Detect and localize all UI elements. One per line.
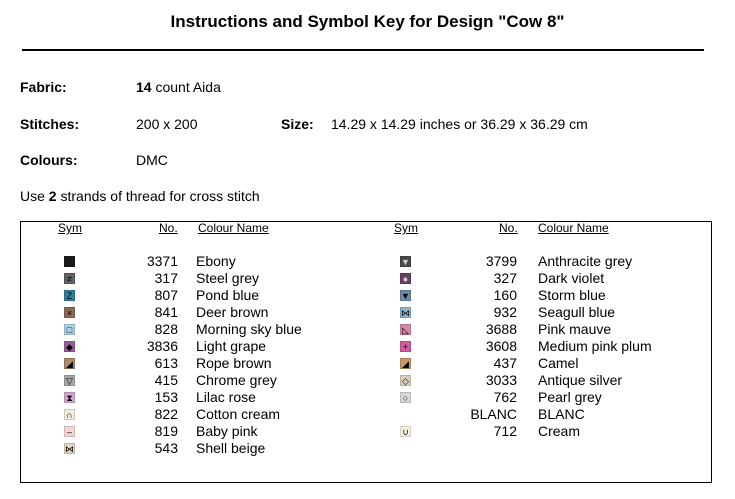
header-sym-right: Sym bbox=[394, 221, 418, 235]
stitches-label: Stitches: bbox=[20, 116, 80, 132]
symbol-swatch: ∪ bbox=[400, 426, 411, 437]
header-sym-left: Sym bbox=[58, 221, 82, 235]
symbol-swatch: ◺ bbox=[400, 324, 411, 335]
colour-name: Ebony bbox=[196, 253, 236, 269]
key-row-right bbox=[0, 287, 735, 304]
colour-name: Seagull blue bbox=[538, 304, 616, 320]
key-row-right bbox=[0, 389, 735, 406]
colour-number: 327 bbox=[493, 270, 517, 286]
key-row-right bbox=[0, 321, 735, 338]
key-row-right bbox=[0, 406, 735, 423]
key-row-right bbox=[0, 338, 735, 355]
symbol-swatch: ◇ bbox=[400, 375, 411, 386]
key-row-right bbox=[0, 423, 735, 440]
symbol-swatch: Z bbox=[64, 290, 75, 301]
colour-number: 712 bbox=[493, 423, 517, 439]
colour-name: Medium pink plum bbox=[538, 338, 652, 354]
strands-count: 2 bbox=[48, 188, 57, 204]
symbol-swatch: ▼ bbox=[401, 257, 410, 267]
size-value: 14.29 x 14.29 inches or 36.29 x 36.29 cm bbox=[331, 116, 588, 132]
symbol-swatch: ▼ bbox=[401, 291, 410, 301]
colour-number: 822 bbox=[154, 406, 178, 422]
stitches-value: 200 x 200 bbox=[136, 116, 198, 132]
symbol-swatch: ⋈ bbox=[65, 444, 74, 454]
colour-name: Baby pink bbox=[196, 423, 258, 439]
symbol-swatch: × bbox=[64, 307, 75, 318]
strands-post: strands of thread for cross stitch bbox=[56, 188, 260, 204]
colour-name: Pond blue bbox=[196, 287, 260, 303]
symbol-swatch: ● bbox=[400, 273, 411, 284]
page-title: Instructions and Symbol Key for Design "Cow 8" bbox=[170, 12, 565, 31]
symbol-swatch: ⋈ bbox=[401, 308, 410, 318]
header-no-left: No. bbox=[159, 221, 178, 235]
colour-number: BLANC bbox=[470, 406, 517, 422]
colour-name: Chrome grey bbox=[196, 372, 277, 388]
symbol-swatch: ≠ bbox=[64, 273, 75, 284]
colour-number: 3608 bbox=[485, 338, 517, 354]
symbol-swatch: ◢ bbox=[64, 358, 75, 369]
key-row-right bbox=[0, 355, 735, 372]
colour-number: 3688 bbox=[485, 321, 517, 337]
fabric-type: count Aida bbox=[151, 79, 221, 95]
symbol-swatch: ○ bbox=[400, 392, 411, 403]
colour-name: Rope brown bbox=[196, 355, 272, 371]
key-row-right bbox=[0, 304, 735, 321]
colour-number: 160 bbox=[493, 287, 517, 303]
colour-name: Morning sky blue bbox=[196, 321, 302, 337]
colour-name: Light grape bbox=[196, 338, 267, 354]
colour-name: Shell beige bbox=[196, 440, 266, 456]
symbol-swatch: – bbox=[64, 426, 75, 437]
key-row-right bbox=[0, 270, 735, 287]
colour-number: 3836 bbox=[146, 338, 178, 354]
symbol-swatch: ◆ bbox=[64, 341, 75, 352]
colour-number: 3033 bbox=[485, 372, 517, 388]
colour-number: 807 bbox=[154, 287, 178, 303]
colour-name: BLANC bbox=[538, 406, 585, 422]
colour-name: Pink mauve bbox=[538, 321, 612, 337]
colour-name: Steel grey bbox=[196, 270, 260, 286]
fabric-value bbox=[136, 79, 221, 95]
colour-number: 762 bbox=[493, 389, 517, 405]
symbol-swatch: + bbox=[400, 341, 411, 352]
strands-pre: Use bbox=[20, 188, 49, 204]
key-row-right bbox=[0, 253, 735, 270]
symbol-swatch bbox=[400, 409, 411, 420]
colour-name: Dark violet bbox=[538, 270, 605, 286]
colour-number: 415 bbox=[154, 372, 178, 388]
strands-instruction bbox=[20, 188, 260, 204]
colour-name: Deer brown bbox=[196, 304, 269, 320]
colour-name: Pearl grey bbox=[538, 389, 602, 405]
key-row-left bbox=[0, 440, 735, 457]
symbol-swatch: ▽ bbox=[64, 375, 75, 386]
colour-number: 3799 bbox=[485, 253, 517, 269]
key-row-right bbox=[0, 372, 735, 389]
colours-label: Colours: bbox=[20, 152, 78, 168]
colour-number: 932 bbox=[493, 304, 517, 320]
header-name-right: Colour Name bbox=[538, 221, 609, 235]
colour-name: Cotton cream bbox=[196, 406, 281, 422]
colour-number: 153 bbox=[154, 389, 178, 405]
colour-name: Cream bbox=[538, 423, 581, 439]
colour-number: 841 bbox=[154, 304, 178, 320]
colour-name: Anthracite grey bbox=[538, 253, 633, 269]
colour-number: 819 bbox=[154, 423, 178, 439]
symbol-swatch: ⧗ bbox=[64, 392, 75, 403]
colour-name: Camel bbox=[538, 355, 579, 371]
colour-name: Antique silver bbox=[538, 372, 623, 388]
colour-number: 828 bbox=[154, 321, 178, 337]
symbol-swatch: □ bbox=[64, 324, 75, 335]
colour-number: 3371 bbox=[146, 253, 178, 269]
colour-name: Lilac rose bbox=[196, 389, 256, 405]
colour-number: 543 bbox=[154, 440, 178, 456]
symbol-swatch: ∩ bbox=[64, 409, 75, 420]
fabric-count: 14 bbox=[136, 79, 152, 95]
header-name-left: Colour Name bbox=[198, 221, 269, 235]
size-label: Size: bbox=[281, 116, 314, 132]
colour-number: 317 bbox=[154, 270, 178, 286]
title-divider bbox=[22, 49, 704, 51]
fabric-label: Fabric: bbox=[20, 79, 67, 95]
colour-number: 613 bbox=[154, 355, 178, 371]
header-no-right: No. bbox=[499, 221, 518, 235]
colour-name: Storm blue bbox=[538, 287, 606, 303]
colour-number: 437 bbox=[493, 355, 517, 371]
colours-value: DMC bbox=[136, 152, 168, 168]
symbol-swatch: ◢ bbox=[400, 358, 411, 369]
